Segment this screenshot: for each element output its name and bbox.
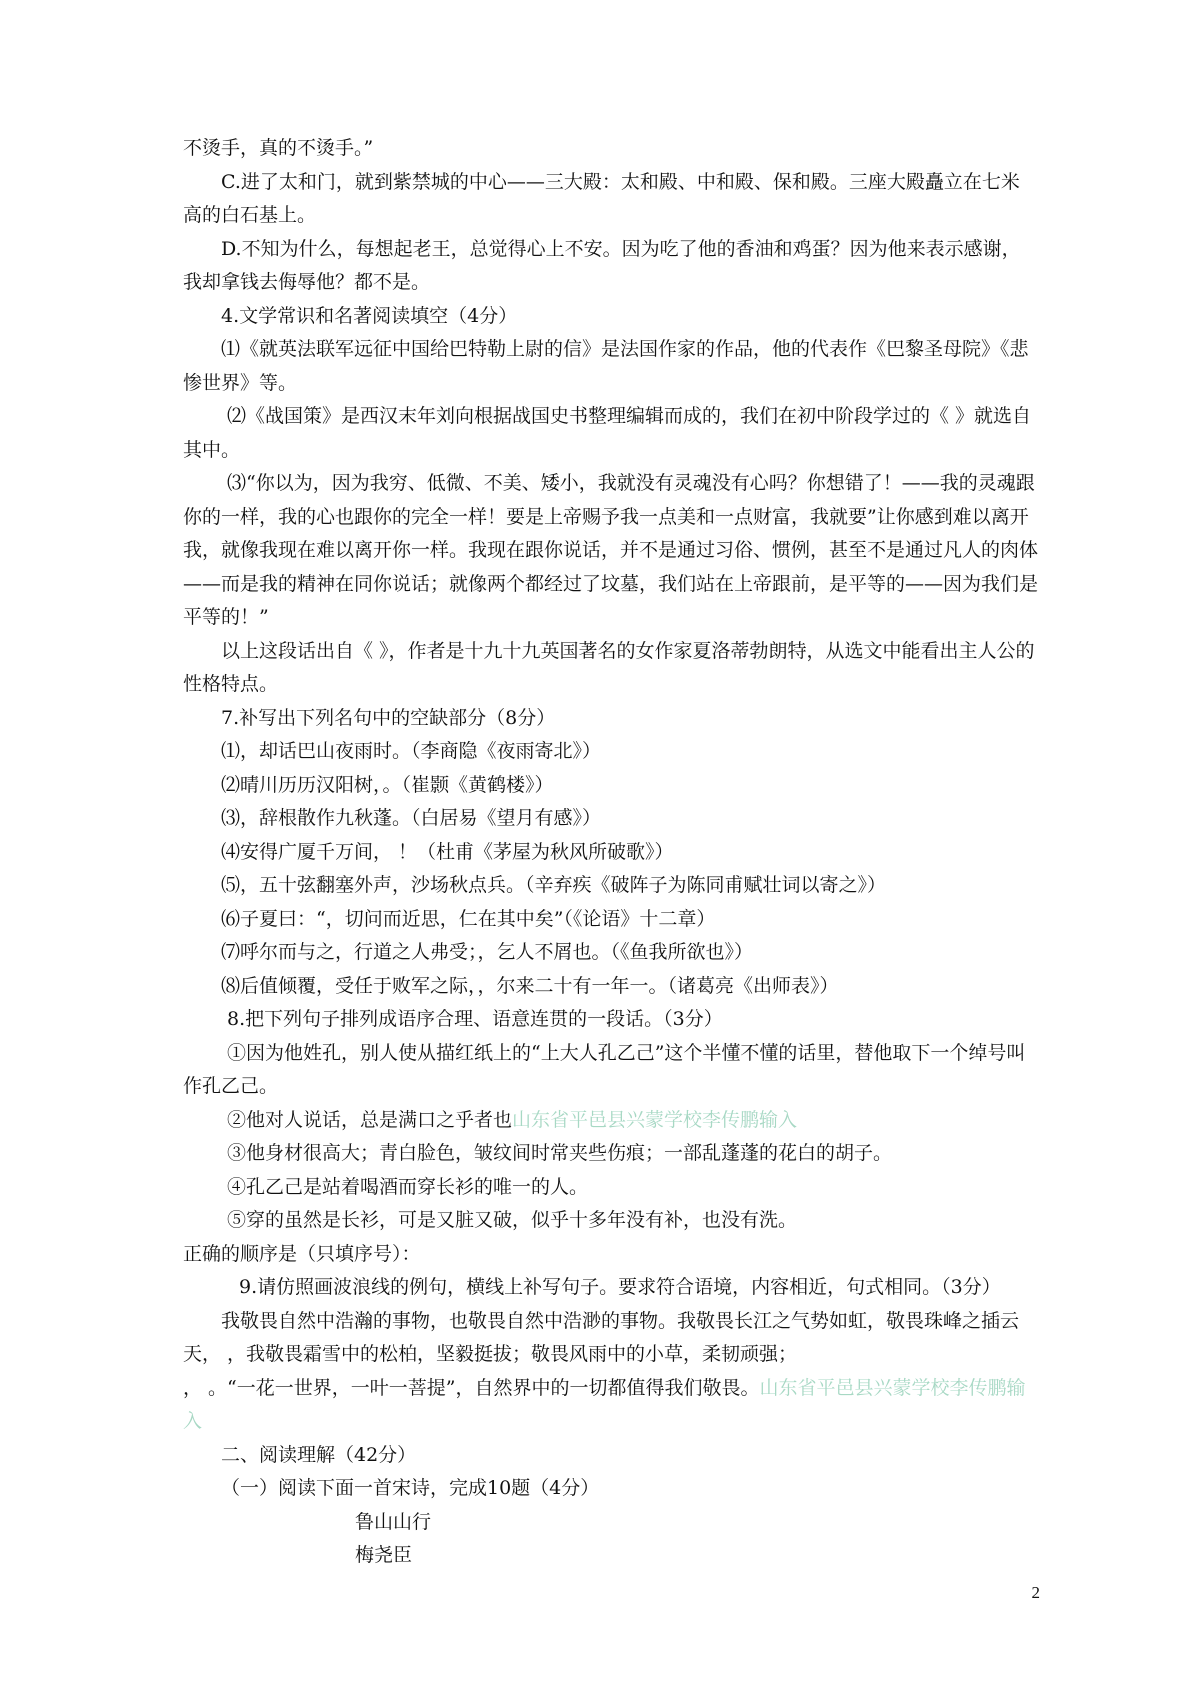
question-4-source: 以上这段话出自《 》，作者是十九十九英国著名的女作家夏洛蒂勃朗特，从选文中能看出主人公的性格特点。 bbox=[183, 639, 1035, 695]
verse-item-5: ⑸，五十弦翻塞外声，沙场秋点兵。（辛弃疾《破阵子为陈同甫赋壮词以寄之》） bbox=[221, 874, 887, 896]
verse-item-2: ⑵晴川历历汉阳树，。（崔颢《黄鹤楼》） bbox=[221, 773, 554, 796]
question-7-heading: 7.补写出下列名句中的空缺部分（8分） bbox=[221, 706, 556, 729]
question-9-passage-end bbox=[183, 1372, 1038, 1439]
question-4-heading: 4.文学常识和名著阅读填空（4分） bbox=[221, 304, 518, 327]
option-d: D.不知为什么，每想起老王，总觉得心上不安。因为吃了他的香油和鸡蛋？因为他来表示感谢，我却拿钱去侮辱他？都不是。 bbox=[183, 237, 1021, 293]
question-4-item-2: ⑵《战国策》是西汉末年刘向根据战国史书整理编辑而成的，我们在初中阶段学过的《 》就选自其中。 bbox=[183, 405, 1032, 461]
sentence-3: ③他身材很高大；青白脸色，皱纹间时常夹些伤痕；一部乱蓬蓬的花白的胡子。 bbox=[227, 1142, 893, 1164]
page-content bbox=[183, 132, 1038, 1573]
question-9-passage-end-text: ， 。“一花一世界，一叶一菩提”，自然界中的一切都值得我们敬畏。 bbox=[183, 1376, 760, 1399]
sentence-1: ①因为他姓孔，别人使从描红纸上的“上大人孔乙己”这个半懂不懂的话里，替他取下一个绰号叫作孔乙己。 bbox=[183, 1041, 1026, 1097]
watermark-text: 山东省平邑县兴蒙学校李传鹏输入 bbox=[512, 1108, 798, 1131]
question-9-heading: 9.请仿照画波浪线的例句，横线上补写句子。要求符合语境，内容相近，句式相同。（3分） bbox=[239, 1276, 1001, 1298]
sentence-5: ⑤穿的虽然是长衫，可是又脏又破，似乎十多年没有补，也没有洗。 bbox=[227, 1209, 798, 1231]
subsection-1-heading: （一）阅读下面一首宋诗，完成10题（4分） bbox=[221, 1477, 600, 1499]
question-8-heading: 8.把下列句子排列成语序合理、语意连贯的一段话。（3分） bbox=[227, 1008, 723, 1030]
verse-item-3: ⑶，辞根散作九秋蓬。（白居易《望月有感》） bbox=[221, 807, 602, 829]
answer-order-line: 正确的顺序是（只填序号）： bbox=[183, 1242, 421, 1265]
verse-item-1: ⑴，却话巴山夜雨时。（李商隐《夜雨寄北》） bbox=[221, 740, 602, 762]
sentence-4: ④孔乙己是站着喝酒而穿长衫的唯一的人。 bbox=[227, 1175, 589, 1198]
poem-author: 梅尧臣 bbox=[355, 1544, 413, 1566]
page-number: 2 bbox=[1031, 1583, 1040, 1602]
verse-item-8: ⑻后值倾覆，受任于败军之际，，尔来二十有一年一。（诸葛亮《出师表》） bbox=[221, 974, 839, 997]
sentence-2-text: ②他对人说话，总是满口之乎者也 bbox=[227, 1108, 513, 1131]
verse-item-7: ⑺呼尔而与之，行道之人弗受；，乞人不屑也。（《鱼我所欲也》） bbox=[221, 941, 754, 963]
question-4-item-1: ⑴《就英法联军远征中国给巴特勒上尉的信》是法国作家的作品，他的代表作《巴黎圣母院》《悲惨世界》等。 bbox=[183, 338, 1029, 394]
verse-item-4: ⑷安得广厦千万间， ！（杜甫《茅屋为秋风所破歌》） bbox=[221, 840, 674, 863]
text-line: 不烫手，真的不烫手。” bbox=[183, 137, 374, 159]
watermark-text: 山东省平邑县兴蒙学校李传鹏输入 bbox=[183, 1376, 1026, 1432]
section-2-heading: 二、阅读理解（42分） bbox=[221, 1443, 417, 1466]
question-9-passage: 我敬畏自然中浩瀚的事物，也敬畏自然中浩渺的事物。我敬畏长江之气势如虹，敬畏珠峰之插云天， ，我敬畏霜雪中的松柏，坚毅挺拔；敬畏风雨中的小草，柔韧顽强； bbox=[183, 1309, 1020, 1365]
question-4-item-3: ⑶“你以为，因为我穷、低微、不美、矮小，我就没有灵魂没有心吗？你想错了！——我的灵魂跟你的一样，我的心也跟你的完全一样！要是上帝赐予我一点美和一点财富，我就要”让你感到难以离开我，就像我现在难以离开你一样。我现在跟你说话，并不是通过习俗、惯例，甚至不是通过凡人的肉体——而是我的精神在同你说话；就像两个都经过了坟墓，我们站在上帝跟前，是平等的——因为我们是平等的！” bbox=[183, 472, 1039, 628]
poem-title: 鲁山山行 bbox=[355, 1510, 432, 1533]
sentence-2 bbox=[183, 1104, 1038, 1138]
verse-item-6: ⑹子夏曰：“，切问而近思，仁在其中矣”（《论语》十二章） bbox=[221, 907, 716, 930]
option-c: C.进了太和门，就到紫禁城的中心——三大殿：太和殿、中和殿、保和殿。三座大殿矗立在七米高的白石基上。 bbox=[183, 170, 1020, 226]
